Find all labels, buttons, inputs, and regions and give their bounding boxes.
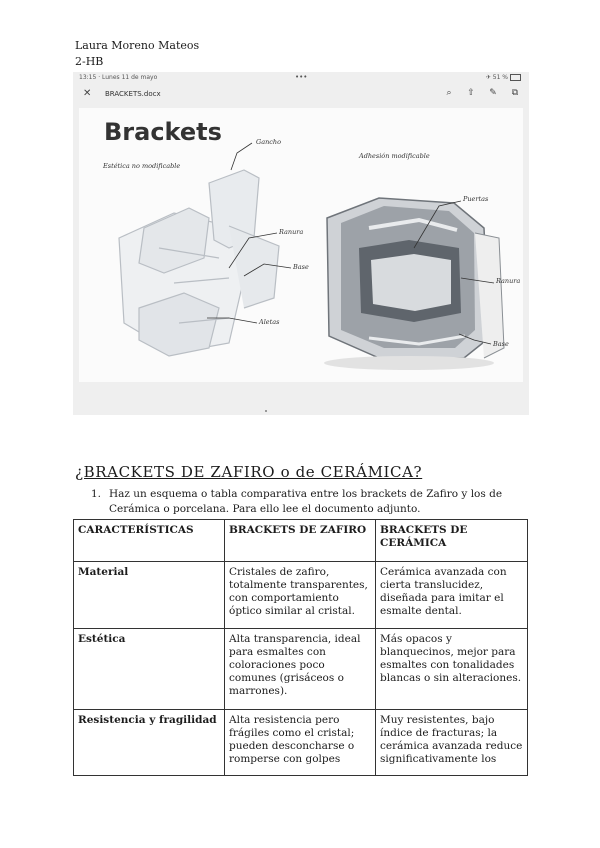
- close-icon[interactable]: ✕: [83, 88, 92, 99]
- status-bar: [73, 72, 529, 84]
- label-aletas: Aletas: [259, 318, 280, 326]
- header-zafiro: BRACKETS DE ZAFIRO: [225, 520, 376, 562]
- embedded-screenshot: [73, 72, 529, 415]
- brackets-image-card: [79, 108, 523, 382]
- header-ceramica: BRACKETS DE CERÁMICA: [376, 520, 528, 562]
- toolbar-actions: [443, 88, 521, 98]
- caption-ceramic: Adhesión modificable: [359, 152, 430, 160]
- author-block: [75, 38, 199, 70]
- share-icon[interactable]: ⇧: [467, 88, 475, 98]
- label-ranura: Ranura: [279, 228, 304, 236]
- ceramic-bracket-drawing: [324, 198, 504, 370]
- open-external-icon[interactable]: ⧉: [511, 88, 519, 98]
- table-header-row: [74, 520, 528, 562]
- row-zafiro: Alta transparencia, ideal para esmaltes con coloraciones poco comunes (grisáceos o marrones).: [225, 629, 376, 710]
- instruction-text: Haz un esquema o tabla comparativa entre los brackets de Zafiro y los de Cerámica o porcelana. Para ello lee el documento adjunto.: [109, 488, 503, 515]
- label-base-ceramic: Base: [493, 340, 509, 348]
- card-title: Brackets: [104, 118, 222, 146]
- table-row: [74, 629, 528, 710]
- row-ceramica: Más opacos y blanquecinos, mejor para esmaltes con tonalidades blancas o sin alteraciones.: [376, 629, 528, 710]
- label-ranura-ceramic: Ranura: [496, 277, 521, 285]
- caption-sapphire: Estética no modificable: [103, 162, 181, 170]
- edit-pencil-icon[interactable]: ✎: [489, 88, 497, 98]
- row-feature: Estética: [74, 629, 225, 710]
- row-feature: Material: [74, 562, 225, 629]
- row-ceramica: Muy resistentes, bajo índice de fracturas; la cerámica avanzada reduce significativamente los: [376, 710, 528, 776]
- battery-level: ✈ 51 %: [485, 74, 508, 81]
- row-zafiro: Alta resistencia pero frágiles como el cristal; pueden desconcharse o romperse con golpes: [225, 710, 376, 776]
- page-heading: ¿BRACKETS DE ZAFIRO o de CERÁMICA?: [75, 463, 423, 481]
- header-caracteristicas: CARACTERÍSTICAS: [74, 520, 225, 562]
- search-doc-icon[interactable]: ⌕: [446, 88, 452, 98]
- status-time: 13:15 · Lunes 11 de mayo: [79, 74, 158, 81]
- author-group: 2-HB: [75, 55, 104, 68]
- sapphire-bracket-drawing: [119, 170, 279, 356]
- label-puertas: Puertas: [463, 195, 489, 203]
- label-gancho: Gancho: [256, 138, 281, 146]
- author-name: Laura Moreno Mateos: [75, 39, 200, 52]
- row-ceramica: Cerámica avanzada con cierta translucidez, diseñada para imitar el esmalte dental.: [376, 562, 528, 629]
- battery-icon: [510, 74, 521, 81]
- viewer-toolbar: [73, 85, 529, 105]
- label-base: Base: [293, 263, 309, 271]
- status-battery: [486, 74, 521, 81]
- row-feature: Resistencia y fragilidad: [74, 710, 225, 776]
- table-row: [74, 562, 528, 629]
- table-row: [74, 710, 528, 776]
- file-name: BRACKETS.docx: [105, 90, 161, 98]
- row-zafiro: Cristales de zafiro, totalmente transparentes, con comportamiento óptico similar al cristal.: [225, 562, 376, 629]
- comparison-table: [73, 519, 528, 776]
- brackets-illustration: [79, 108, 523, 382]
- page-speck: [265, 410, 267, 412]
- instruction-number: 1.: [91, 488, 102, 500]
- status-dots: •••: [295, 73, 308, 81]
